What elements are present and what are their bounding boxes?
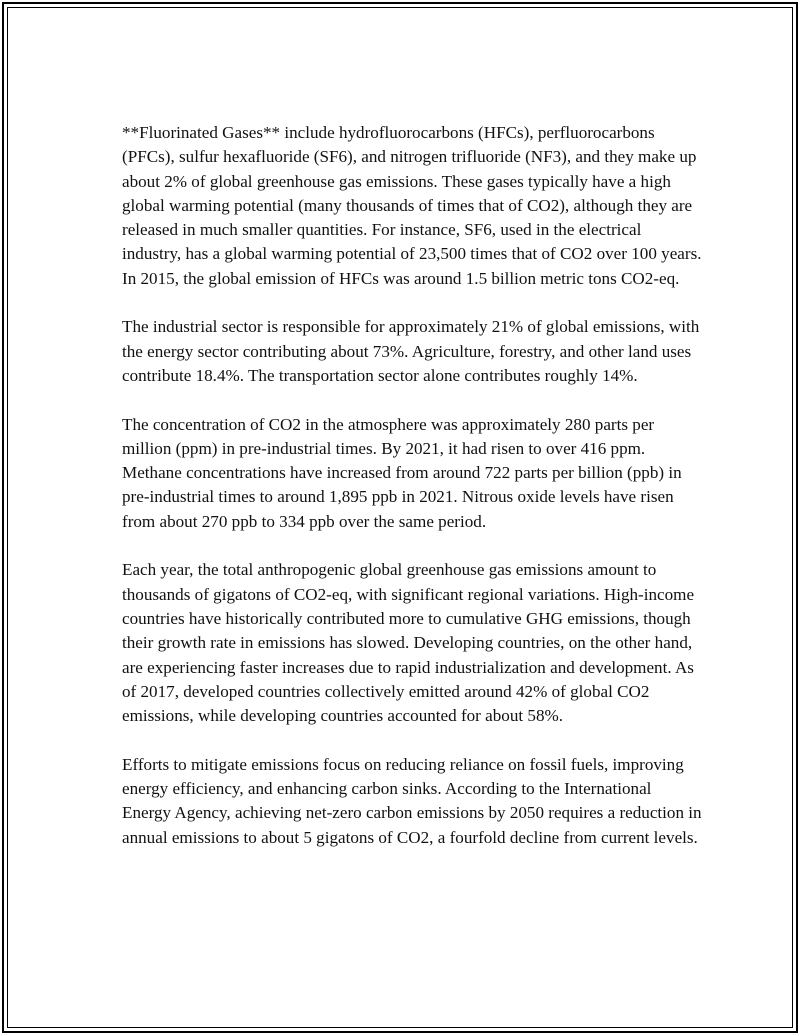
- paragraph-sector-emissions: The industrial sector is responsible for approximately 21% of global emissions, with the energy sector contributing about 73%. Agriculture, forestry, and other land uses contribute 18.4%. The transportation sector alone contributes roughly 14%.: [122, 317, 700, 385]
- paragraph-atmospheric-concentrations: The concentration of CO2 in the atmosphere was approximately 280 parts per million (ppm) in pre-industrial times. By 2021, it had risen to over 416 ppm. Methane concentrations have increased from around 722 parts per billion (ppb) in pre-industrial times to around 1,895 ppb in 2021. Nitrous oxide levels have risen from about 270 ppb to 334 ppb over the same period.: [122, 414, 682, 531]
- page-frame: [2, 2, 798, 1033]
- paragraph-mitigation-efforts: Efforts to mitigate emissions focus on reducing reliance on fossil fuels, improving energy efficiency, and enhancing carbon sinks. According to the International Energy Agency, achieving net-zero carbon emissions by 2050 requires a reduction in annual emissions to about 5 gigatons of CO2, a fourfold decline from current levels.: [122, 754, 702, 847]
- paragraph-fluorinated-gases: **Fluorinated Gases** include hydrofluorocarbons (HFCs), perfluorocarbons (PFCs), sulfur hexafluoride (SF6), and nitrogen trifluoride (NF3), and they make up about 2% of global greenhouse gas emissions. These gases typically have a high global warming potential (many thousands of times that of CO2), although they are released in much smaller quantities. For instance, SF6, used in the electrical industry, has a global warming potential of 23,500 times that of CO2 over 100 years. In 2015, the global emission of HFCs was around 1.5 billion metric tons CO2-eq.: [122, 123, 702, 288]
- document-body: [122, 121, 702, 874]
- paragraph-regional-variations: Each year, the total anthropogenic global greenhouse gas emissions amount to thousands of gigatons of CO2-eq, with significant regional variations. High-income countries have historically contributed more to cumulative GHG emissions, though their growth rate in emissions has slowed. Developing countries, on the other hand, are experiencing faster increases due to rapid industrialization and development. As of 2017, developed countries collectively emitted around 42% of global CO2 emissions, while developing countries accounted for about 58%.: [122, 560, 695, 726]
